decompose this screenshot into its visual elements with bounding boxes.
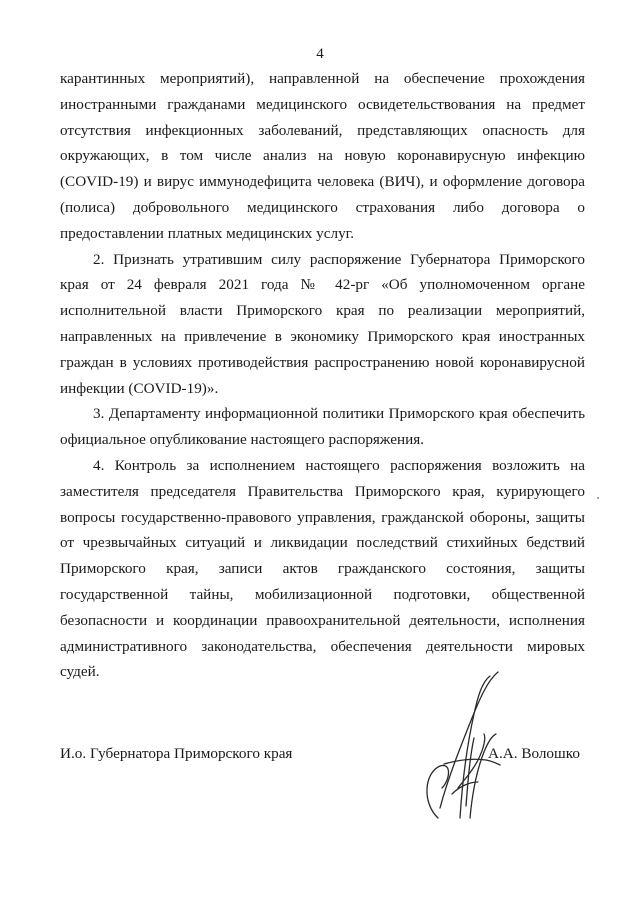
signer-title: И.о. Губернатора Приморского края: [60, 745, 293, 762]
paragraph-continuation: карантинных мероприятий), направленной на обеспечение прохождения иностранными гражданами медицинского освидетельствования на предмет отсутствия инфекционных заболеваний, представляющих опасность для окружающих, в том числе анализ на новую коронавирусную инфекцию (COVID-19) и вирус иммунодефицита человека (ВИЧ), и оформление договора (полиса) добровольного медицинского страхования либо договора о предоставлении платных медицинских услуг.: [60, 70, 585, 242]
scan-speck: [597, 497, 599, 499]
signer-name: А.А. Волошко: [488, 745, 580, 762]
paragraph-item-4: 4. Контроль за исполнением настоящего распоряжения возложить на заместителя председателя Правительства Приморского края, курирующего вопросы государственно-правового управления, гражданской обороны, защиты от чрезвычайных ситуаций и ликвидации последствий стихийных бедствий Приморского края, записи актов гражданского состояния, защиты государственной тайны, мобилизационной подготовки, общественной безопасности и координации правоохранительной деятельности, исполнения административного законодательства, обеспечения деятельности мировых судей.: [60, 456, 585, 681]
paragraph-item-2: 2. Признать утратившим силу распоряжение Губернатора Приморского края от 24 февраля 2021 года № 42-рг «Об уполномоченном органе исполнительной власти Приморского края по реализации мероприятий, направленных на привлечение в экономику Приморского края иностранных граждан в условиях противодействия распространению новой коронавирусной инфекции (COVID-19)».: [60, 250, 585, 397]
paragraph-item-3: 3. Департаменту информационной политики Приморского края обеспечить официальное опубликование настоящего распоряжения.: [60, 405, 585, 449]
document-body: [60, 66, 585, 685]
page-number: 4: [316, 46, 324, 62]
